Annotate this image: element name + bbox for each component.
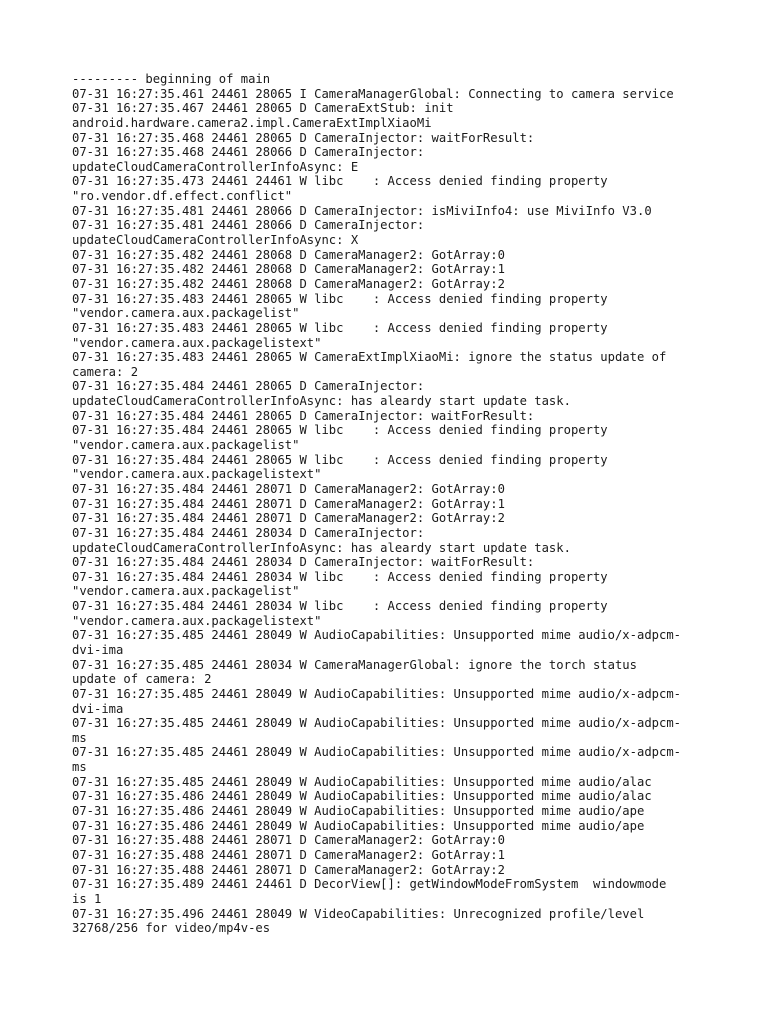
log-document [72, 72, 712, 936]
log-line: 07-31 16:27:35.484 24461 28034 D CameraInjector: [72, 525, 425, 540]
log-line: 07-31 16:27:35.485 24461 28049 W AudioCapabilities: Unsupported mime audio/x-adpcm- [72, 686, 682, 701]
log-line: "vendor.camera.aux.packagelistext" [72, 467, 322, 482]
log-line: updateCloudCameraControllerInfoAsync: has aleardy start update task. [72, 394, 571, 409]
log-line: "vendor.camera.aux.packagelistext" [72, 335, 322, 350]
log-line: 07-31 16:27:35.484 24461 28065 W libc : Access denied finding property [72, 423, 608, 438]
log-line: 07-31 16:27:35.485 24461 28034 W CameraManagerGlobal: ignore the torch status [72, 657, 637, 672]
log-line: 07-31 16:27:35.486 24461 28049 W AudioCapabilities: Unsupported mime audio/alac [72, 789, 652, 804]
log-line: "vendor.camera.aux.packagelist" [72, 438, 300, 453]
log-line: --------- beginning of main [72, 72, 271, 86]
log-line: 07-31 16:27:35.484 24461 28034 W libc : Access denied finding property [72, 569, 608, 584]
log-line: 07-31 16:27:35.484 24461 28034 W libc : Access denied finding property [72, 599, 608, 614]
log-line: 07-31 16:27:35.482 24461 28068 D CameraManager2: GotArray:2 [72, 276, 505, 291]
log-line: updateCloudCameraControllerInfoAsync: has aleardy start update task. [72, 540, 571, 555]
log-line: update of camera: 2 [72, 672, 212, 687]
log-line: "vendor.camera.aux.packagelist" [72, 306, 300, 321]
log-line: 07-31 16:27:35.473 24461 24461 W libc : Access denied finding property [72, 174, 608, 189]
log-line: 07-31 16:27:35.482 24461 28068 D CameraManager2: GotArray:0 [72, 247, 505, 262]
log-line: camera: 2 [72, 364, 139, 379]
log-line: updateCloudCameraControllerInfoAsync: X [72, 233, 359, 248]
log-line: 07-31 16:27:35.488 24461 28071 D CameraManager2: GotArray:0 [72, 833, 505, 848]
log-line: ms [72, 760, 87, 775]
log-line: android.hardware.camera2.impl.CameraExtImplXiaoMi [72, 115, 432, 130]
log-line: 07-31 16:27:35.482 24461 28068 D CameraManager2: GotArray:1 [72, 262, 505, 277]
log-line: 07-31 16:27:35.484 24461 28071 D CameraManager2: GotArray:1 [72, 496, 505, 511]
log-line: "vendor.camera.aux.packagelistext" [72, 613, 322, 628]
log-line: 07-31 16:27:35.468 24461 28066 D CameraInjector: [72, 145, 425, 160]
log-line: 07-31 16:27:35.484 24461 28071 D CameraManager2: GotArray:0 [72, 481, 505, 496]
log-line: 07-31 16:27:35.483 24461 28065 W libc : Access denied finding property [72, 291, 608, 306]
log-line: 07-31 16:27:35.484 24461 28071 D CameraManager2: GotArray:2 [72, 511, 505, 526]
log-line: 07-31 16:27:35.488 24461 28071 D CameraManager2: GotArray:2 [72, 862, 505, 877]
log-line: "ro.vendor.df.effect.conflict" [72, 189, 293, 204]
log-line: 07-31 16:27:35.485 24461 28049 W AudioCapabilities: Unsupported mime audio/alac [72, 774, 652, 789]
log-line: 07-31 16:27:35.481 24461 28066 D CameraInjector: isMiviInfo4: use MiviInfo V3.0 [72, 203, 652, 218]
log-line: 07-31 16:27:35.485 24461 28049 W AudioCapabilities: Unsupported mime audio/x-adpcm- [72, 745, 682, 760]
log-line: 07-31 16:27:35.485 24461 28049 W AudioCapabilities: Unsupported mime audio/x-adpcm- [72, 628, 682, 643]
log-line: "vendor.camera.aux.packagelist" [72, 584, 300, 599]
log-line: updateCloudCameraControllerInfoAsync: E [72, 159, 359, 174]
log-line: is 1 [72, 891, 102, 906]
log-line: 07-31 16:27:35.467 24461 28065 D CameraExtStub: init [72, 101, 454, 116]
log-line: 07-31 16:27:35.483 24461 28065 W libc : Access denied finding property [72, 320, 608, 335]
log-line: 07-31 16:27:35.486 24461 28049 W AudioCapabilities: Unsupported mime audio/ape [72, 818, 645, 833]
log-line: 07-31 16:27:35.496 24461 28049 W VideoCapabilities: Unrecognized profile/level [72, 906, 645, 921]
log-line: 07-31 16:27:35.486 24461 28049 W AudioCapabilities: Unsupported mime audio/ape [72, 804, 645, 819]
log-line: 32768/256 for video/mp4v-es [72, 921, 271, 936]
log-line: 07-31 16:27:35.485 24461 28049 W AudioCapabilities: Unsupported mime audio/x-adpcm- [72, 716, 682, 731]
log-line: 07-31 16:27:35.483 24461 28065 W CameraExtImplXiaoMi: ignore the status update of [72, 350, 667, 365]
log-line: 07-31 16:27:35.461 24461 28065 I CameraManagerGlobal: Connecting to camera service [72, 86, 674, 101]
log-line: 07-31 16:27:35.484 24461 28065 W libc : Access denied finding property [72, 452, 608, 467]
log-line: dvi-ima [72, 642, 124, 657]
log-line: 07-31 16:27:35.484 24461 28034 D CameraInjector: waitForResult: [72, 555, 535, 570]
log-line: 07-31 16:27:35.484 24461 28065 D CameraInjector: [72, 379, 425, 394]
log-line: 07-31 16:27:35.468 24461 28065 D CameraInjector: waitForResult: [72, 130, 535, 145]
log-line: dvi-ima [72, 701, 124, 716]
log-line: ms [72, 730, 87, 745]
log-line: 07-31 16:27:35.488 24461 28071 D CameraManager2: GotArray:1 [72, 847, 505, 862]
log-line: 07-31 16:27:35.481 24461 28066 D CameraInjector: [72, 218, 425, 233]
log-line: 07-31 16:27:35.484 24461 28065 D CameraInjector: waitForResult: [72, 408, 535, 423]
log-line: 07-31 16:27:35.489 24461 24461 D DecorView[]: getWindowModeFromSystem windowmode [72, 877, 667, 892]
